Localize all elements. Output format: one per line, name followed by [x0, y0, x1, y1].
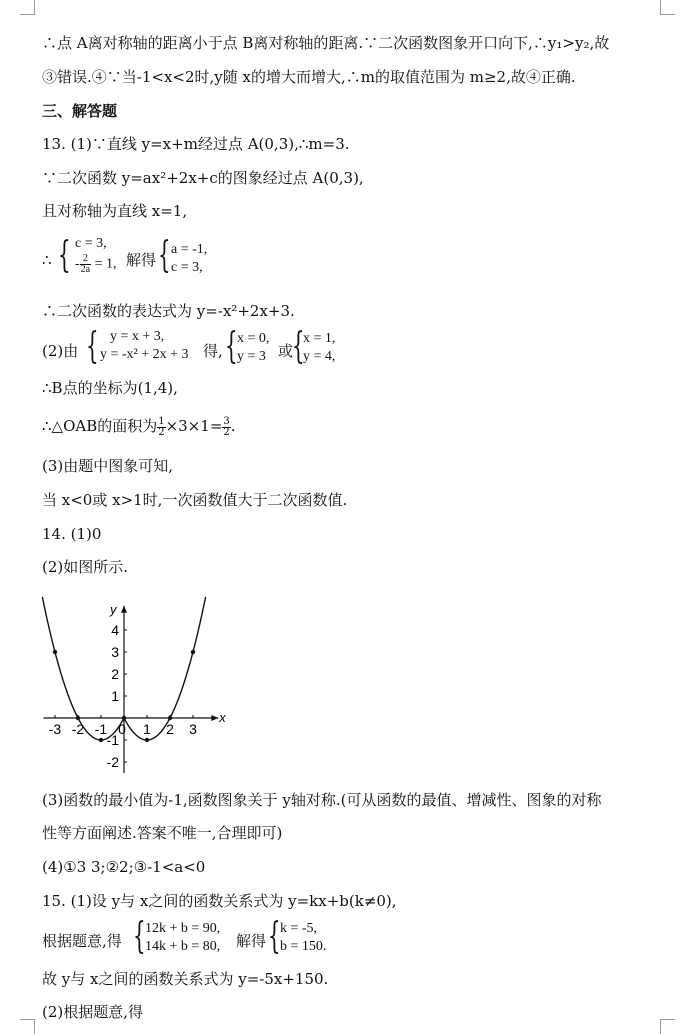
q13-part2-get: 得, — [203, 342, 223, 360]
corner-mark-bottom-left — [20, 1019, 35, 1034]
data-point — [99, 738, 103, 742]
q13-part2-sol2a: x = 1, — [303, 331, 336, 346]
data-point — [122, 716, 126, 720]
graph-axes — [44, 606, 219, 773]
fraction-2-over-2a — [80, 254, 91, 275]
eq-rest: = 1, — [94, 256, 117, 272]
q13-part2-sol2b: y = 4, — [303, 349, 336, 364]
y-axis-label: y — [110, 601, 117, 617]
area-prefix: ∴△OAB的面积为 — [42, 417, 158, 435]
q13-part2-or: 或 — [278, 342, 294, 360]
fraction-numerator: 3 — [223, 415, 230, 427]
x-tick-label: -2 — [71, 721, 85, 737]
x-tick-label: 0 — [118, 721, 126, 737]
fraction-numerator: 2 — [80, 254, 91, 265]
q13-part3-line-2: 当 x<0或 x>1时,一次函数值大于二次函数值. — [42, 491, 348, 509]
q15-result-k: k = -5, — [280, 921, 318, 936]
corner-mark-top-right — [660, 0, 675, 15]
q13-system-prefix: ∴ — [42, 251, 52, 269]
fraction-three-halves — [222, 417, 230, 438]
q15-solve-label: 解得 — [236, 932, 267, 950]
text-line-2: ③错误.④∵当-1<x<2时,y随 x的增大而增大,∴m的取值范围为 m≥2,故④正确. — [42, 68, 576, 86]
q13-expression: ∴二次函数的表达式为 y=-x²+2x+3. — [42, 302, 295, 320]
q15-system-prefix: 根据题意,得 — [42, 932, 122, 950]
area-mid: ×3×1= — [165, 417, 223, 435]
q14-part3-line-1: (3)函数的最小值为-1,函数图象关于 y轴对称.(可从函数的最值、增减性、图象的对称 — [42, 791, 602, 809]
q15-eq1: 12k + b = 90, — [145, 921, 221, 936]
q13-solve-label: 解得 — [126, 251, 157, 269]
corner-mark-top-left — [20, 0, 35, 15]
q13-part2-eq1: y = x + 3, — [110, 329, 165, 344]
q13-line-2: ∵二次函数 y=ax²+2x+c的图象经过点 A(0,3), — [42, 169, 364, 187]
q15-line-1: 15. (1)设 y与 x之间的函数关系式为 y=kx+b(k≠0), — [42, 892, 397, 910]
q15-brace: { — [133, 916, 146, 957]
q13-result-c: c = 3, — [171, 260, 203, 275]
data-point — [168, 716, 172, 720]
q13-part2-sol1b: y = 3 — [237, 349, 266, 364]
fraction-denominator: 2 — [158, 426, 165, 438]
q13-brace-result: { — [158, 235, 171, 276]
corner-mark-bottom-right — [660, 1019, 675, 1034]
x-tick-label: 1 — [143, 721, 151, 737]
x-tick-label: 3 — [189, 721, 197, 737]
y-tick-label: -1 — [106, 732, 119, 748]
y-axis-arrow — [121, 606, 127, 613]
q13-brace-left: { — [58, 235, 71, 276]
x-tick-label: -1 — [94, 721, 108, 737]
q13-result-a: a = -1, — [171, 242, 208, 257]
data-point — [53, 650, 57, 654]
q13-part2-prefix: (2)由 — [42, 342, 79, 360]
y-tick-label: -2 — [106, 754, 119, 770]
q13-part2-brace: { — [86, 326, 99, 367]
q13-part2-sol2-brace: { — [292, 326, 305, 367]
fraction-denominator: 2 — [223, 426, 230, 438]
q14-part4: (4)①3 3;②2;③-1<a<0 — [42, 858, 206, 876]
q13-point-b: ∴B点的坐标为(1,4), — [42, 379, 178, 397]
q13-part2-sol1-brace: { — [225, 326, 238, 367]
graph-tick-labels — [49, 622, 197, 770]
q15-line-3: (2)根据题意,得 — [42, 1003, 144, 1021]
fraction-one-half — [157, 417, 165, 438]
y-tick-label: 3 — [111, 644, 119, 660]
fraction-numerator: 1 — [158, 415, 165, 427]
fraction-denominator: 2a — [80, 264, 91, 275]
data-point — [145, 738, 149, 742]
data-point — [191, 650, 195, 654]
y-tick-label: 4 — [111, 622, 119, 638]
q15-result-b: b = 150. — [280, 939, 327, 954]
q13-eq-c: c = 3, — [75, 236, 107, 251]
q14-part3-line-2: 性等方面阐述.答案不唯一,合理即可) — [42, 824, 283, 842]
minus-sign: - — [75, 256, 80, 272]
q13-area — [42, 416, 236, 438]
y-tick-label: 1 — [111, 688, 119, 704]
x-axis-label: x — [219, 710, 226, 725]
q15-eq2: 14k + b = 80, — [145, 939, 221, 954]
q13-part2-sol1a: x = 0, — [237, 331, 270, 346]
x-axis-arrow — [211, 715, 218, 721]
text-line-1: ∴点 A离对称轴的距离小于点 B离对称轴的距离.∵二次函数图象开口向下,∴y₁>y₂,故 — [42, 34, 610, 52]
x-tick-label: -3 — [48, 721, 62, 737]
q13-line-3: 且对称轴为直线 x=1, — [42, 202, 188, 220]
y-tick-label: 2 — [111, 666, 119, 682]
q13-part3-line-1: (3)由题中图象可知, — [42, 457, 174, 475]
function-graph — [36, 586, 236, 776]
x-tick-label: 2 — [166, 721, 174, 737]
q13-line-1: 13. (1)∵直线 y=x+m经过点 A(0,3),∴m=3. — [42, 135, 350, 153]
q14-line-1: 14. (1)0 — [42, 525, 102, 543]
q13-part2-eq2: y = -x² + 2x + 3 — [100, 347, 189, 362]
q15-result-brace: { — [268, 916, 281, 957]
data-point — [76, 716, 80, 720]
q15-line-2: 故 y与 x之间的函数关系式为 y=-5x+150. — [42, 970, 329, 988]
q13-eq-axis — [75, 254, 117, 275]
section-heading: 三、解答题 — [42, 102, 118, 120]
q14-line-2: (2)如图所示. — [42, 558, 129, 576]
area-end: . — [230, 417, 236, 435]
